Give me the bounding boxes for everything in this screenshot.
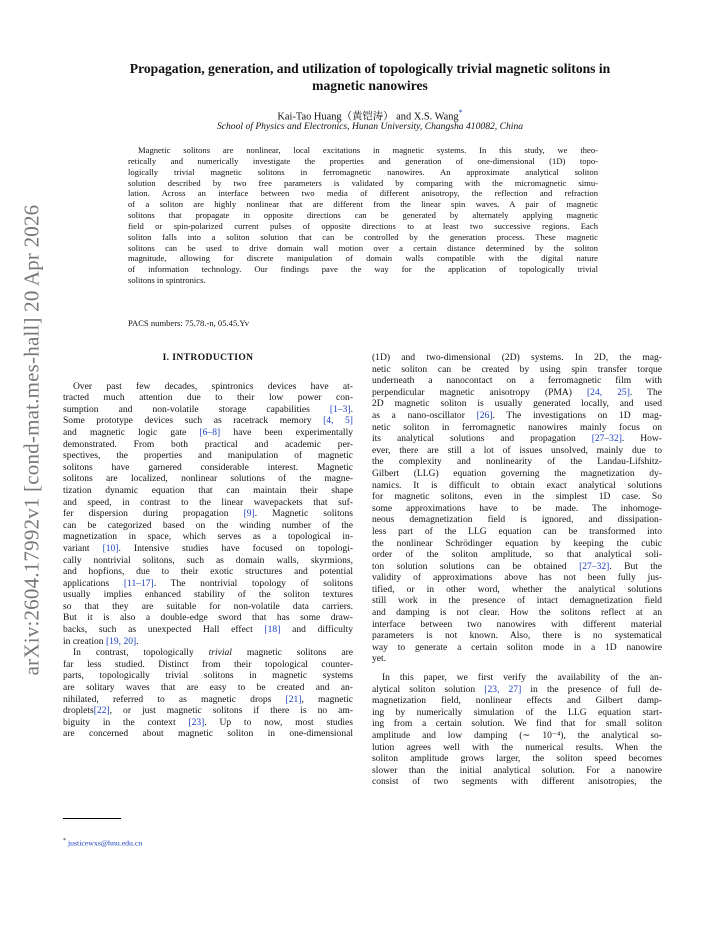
abstract-line: of information technology. Our findings pave the way for the application of topologically trivial (128, 264, 598, 275)
text-line: as a nano-oscillator [26]. The investigations on 1D mag- (372, 409, 662, 421)
text-line: parts, topologically trivial solitons in magnetic systems (63, 670, 353, 682)
text-line: Over past few decades, spintronics devices have at- (73, 380, 353, 392)
paragraph-2 (63, 659, 353, 740)
text-line: magnetization field, nonlinear effects and Gilbert damp- (372, 695, 662, 707)
text-line: and hopfions, due to their exotic structures and potential (63, 566, 353, 578)
footnote (63, 838, 142, 848)
abstract-line: solitons in spintronics. (128, 275, 206, 286)
right-column (372, 352, 662, 788)
text-line: variant [10]. Intensive studies have focused on topologi- (63, 542, 353, 554)
pacs-numbers: PACS numbers: 75.78.-n, 05.45.Yv (128, 318, 250, 328)
text-line: so that they are suitable for non-volatile data carriers. (63, 600, 353, 612)
text-line: interface between two nanowires with different material (372, 618, 662, 630)
citation-link[interactable]: [11–17] (123, 577, 154, 589)
footnote-mark: * (63, 838, 66, 844)
citation-link[interactable]: [26] (476, 409, 493, 421)
paragraph-3 (372, 352, 662, 665)
emphasis-trivial: trivial (208, 647, 232, 659)
text-line: ever, there are still a lot of issues unsolved, mainly due to (372, 444, 662, 456)
text-line: ton solution solutions can be obtained [27–32]. But the (372, 560, 662, 572)
abstract-line: lation. Across an interface between two media of different anisotropy, the reflection and refraction (128, 188, 598, 199)
text-line: less part of the LLG equation can be transformed into (372, 525, 662, 537)
text-line: the complexity and nonlinearity of the Landau-Lifshitz- (372, 456, 662, 468)
abstract-line: field or spin-polarized current pulses of opposite directions to at least two successive regions. Each (128, 220, 598, 231)
text-line: its analytical solutions and propagation [27–32]. How- (372, 433, 662, 445)
text-line: 2D magnetic soliton is usually generated locally, and used (372, 398, 662, 410)
text-line: neous demagnetization field is ignored, and dissipation- (372, 514, 662, 526)
text-line: netic soliton in ferromagnetic nanowires mainly focus on (372, 421, 662, 433)
text-line: nihilated, referred to as magnetic drops [21], magnetic (63, 693, 353, 705)
abstract (128, 145, 598, 286)
abstract-line: Magnetic solitons are nonlinear, local excitations in magnetic systems. In this study, we theo- (138, 145, 598, 155)
title-line-1: Propagation, generation, and utilization of topologically trivial magnetic solitons in (129, 61, 611, 76)
text-line: are solitary waves that are easy to be created and an- (63, 682, 353, 694)
text-line: parameters is not known. Also, there is no systematical (372, 630, 662, 642)
citation-link[interactable]: [4, 5] (323, 415, 353, 427)
text-line: perpendicular magnetic anisotropy (PMA) [24, 25]. The (372, 386, 662, 398)
text-line: alytical soliton solution [23, 27] in the presence of full de- (372, 683, 662, 695)
text-line: Gilbert (LLG) equation governing the magnetization dy- (372, 467, 662, 479)
text-line: order of the soliton amplitude, so that analytical soli- (372, 549, 662, 561)
citation-link[interactable]: [24, 25] (587, 386, 630, 398)
text-line: and speed, in contrast to the linear wavepackets that suf- (63, 496, 353, 508)
text-line: In this paper, we first verify the availability of the an- (382, 672, 662, 684)
text-line: cally nontrivial solitons, such as domain walls, skyrmions, (63, 554, 353, 566)
section-heading: I. INTRODUCTION (162, 352, 254, 363)
text-line: some approximations have to be made. The inhomoge- (372, 502, 662, 514)
text-line: backs, such as unexpected Hall effect [18] and difficulty (63, 624, 353, 636)
abstract-line: retically and numerically investigate the properties and generation of one-dimensional (1D) topo- (128, 155, 598, 166)
footnote-email-link[interactable]: justicewxs@hnu.edu.cn (67, 838, 143, 848)
text-line: slower than the initial analytical solution. For a nanowire (372, 764, 662, 776)
text-line: tified, or in other word, whether the analytical solutions (372, 583, 662, 595)
text-line: demonstrated. From both practical and academic per- (63, 438, 353, 450)
affiliation: School of Physics and Electronics, Hunan University, Changsha 410082, China (216, 121, 524, 132)
abstract-line: of a soliton are highly nonlinear that are different from the linear spin waves. A pair of magnetic (128, 199, 598, 210)
arxiv-identifier-text: arXiv:2604.17992v1 [cond-mat.mes-hall] 20 Apr 2026 (19, 204, 44, 676)
abstract-line: logically trivial magnetic solitons in ferromagnetic nanowires. An approximate analytical soliton (128, 166, 598, 177)
citation-link[interactable]: [6–8] (199, 426, 221, 438)
text-line: applications [11–17]. The nontrivial topology of solitons (63, 577, 353, 589)
paper-title (80, 60, 660, 94)
author-names: Kai-Tao Huang（黄铠涛） and X.S. Wang (277, 111, 459, 123)
text-line: solitons are localized, nonlinear solutions of the magne- (63, 473, 353, 485)
corresponding-author-link[interactable]: * (458, 108, 463, 117)
text-line: But it is also a double-edge sword that has some draw- (63, 612, 353, 624)
text-line: way to generate a certain soliton mode in a 1D nanowire (372, 641, 662, 653)
text-line: spectives, the properties and manipulation of magnetic (63, 450, 353, 462)
citation-link[interactable]: [27–32] (579, 560, 610, 572)
text-line: amplitude and low damping (∼ 10⁻⁴), the analytical so- (372, 730, 662, 741)
text-line: consist of two segments with different anisotropies, the (372, 776, 662, 788)
text-line: netic soliton can be created by using spin transfer torque (372, 363, 662, 375)
abstract-line: solution described by two free parameters is validated by comparing with the micromagnetic simu- (128, 177, 598, 188)
text-line: sumption and non-volatile storage capabilities [1–3]. (63, 403, 353, 415)
abstract-line: soliton falls into a soliton solution that can be controlled by the generation process. These magnetic (128, 231, 598, 242)
text-line: (1D) and two-dimensional (2D) systems. In 2D, the mag- (372, 352, 662, 363)
text-line: validity of approximations above has not been fully jus- (372, 572, 662, 584)
text-line: biguity in the context [23]. Up to now, most studies (63, 716, 353, 728)
citation-link[interactable]: [21] (285, 693, 302, 705)
abstract-line: solitons can be used to drive domain wall motion over a certain distance determined by the soliton (128, 242, 598, 253)
citation-link[interactable]: [9] (243, 508, 255, 520)
text-line: yet. (372, 653, 387, 665)
citation-link[interactable]: [23] (188, 716, 205, 728)
arxiv-identifier (2, 200, 62, 680)
citation-link[interactable]: [19, 20] (105, 635, 137, 647)
text-line: are concerned about magnetic soliton in one-dimensional (63, 728, 353, 740)
citation-link[interactable]: [18] (264, 624, 281, 636)
title-line-2: magnetic nanowires (312, 78, 428, 93)
footnote-rule (63, 818, 121, 819)
text-line: tization dynamic equation that can maintain their shape (63, 484, 353, 496)
text-line: in creation [19, 20]. (63, 635, 139, 647)
text-line: magnetization in space, which serves as a topological in- (63, 531, 353, 543)
text-line: solitons have garnered considerable interest. Magnetic (63, 461, 353, 473)
text-line: underneath a nanocontact on a ferromagnetic film with (372, 375, 662, 387)
text-line: and damping is not clear. How the solitons reflect at an (372, 607, 662, 619)
text-line: ing from a certain solution. We find that for small soliton (372, 718, 662, 730)
text-line: droplets[22], or just magnetic solitons if there is no am- (63, 705, 353, 717)
text-line: can be categorized based on the winding number of the (63, 519, 353, 531)
text-line: soliton amplitude grows larger, the soliton speed becomes (372, 753, 662, 765)
citation-link[interactable]: [1–3] (329, 403, 351, 415)
text-line: Some prototype devices such as racetrack memory [4, 5] (63, 415, 353, 427)
citation-link[interactable]: [22] (93, 705, 110, 717)
text-line: tracted much attention due to their low power con- (63, 392, 353, 404)
paragraph-4 (372, 672, 662, 788)
text-line: still work in the presence of intact demagnetization field (372, 595, 662, 607)
text-line: ing by numerically simulation of the LLG equation start- (372, 706, 662, 718)
text-line: the nonlinear Schrödinger equation by keeping the cubic (372, 537, 662, 549)
text-line: usually implies enhanced stability of the soliton textures (63, 589, 353, 601)
text-line: lution agrees well with the numerical results. When the (372, 741, 662, 753)
citation-link[interactable]: [23, 27] (484, 683, 522, 695)
citation-link[interactable]: [10] (102, 542, 119, 554)
left-column (63, 352, 353, 740)
text-line: namics. It is difficult to obtain exact analytical solutions (372, 479, 662, 491)
text-line: fer dispersion during propagation [9]. Magnetic solitons (63, 508, 353, 520)
text-line: and magnetic logic gate [6–8] have been experimentally (63, 426, 354, 438)
paragraph-1 (63, 381, 353, 648)
text-line: far less studied. Distinct from their topological counter- (63, 658, 353, 670)
paragraph-2-first-line: In contrast, topologically trivial magnetic solitons are (73, 647, 353, 659)
abstract-line: solitons that propagate in opposite directions can be generated by alternately applying magnetic (128, 210, 598, 221)
abstract-line: magnitude, allowing for discrete manipulation of domain walls compatible with the digital nature (128, 253, 598, 264)
text-line: for magnetic solitons, even in the simplest 1D case. So (372, 491, 662, 503)
citation-link[interactable]: [27–32] (591, 433, 622, 445)
